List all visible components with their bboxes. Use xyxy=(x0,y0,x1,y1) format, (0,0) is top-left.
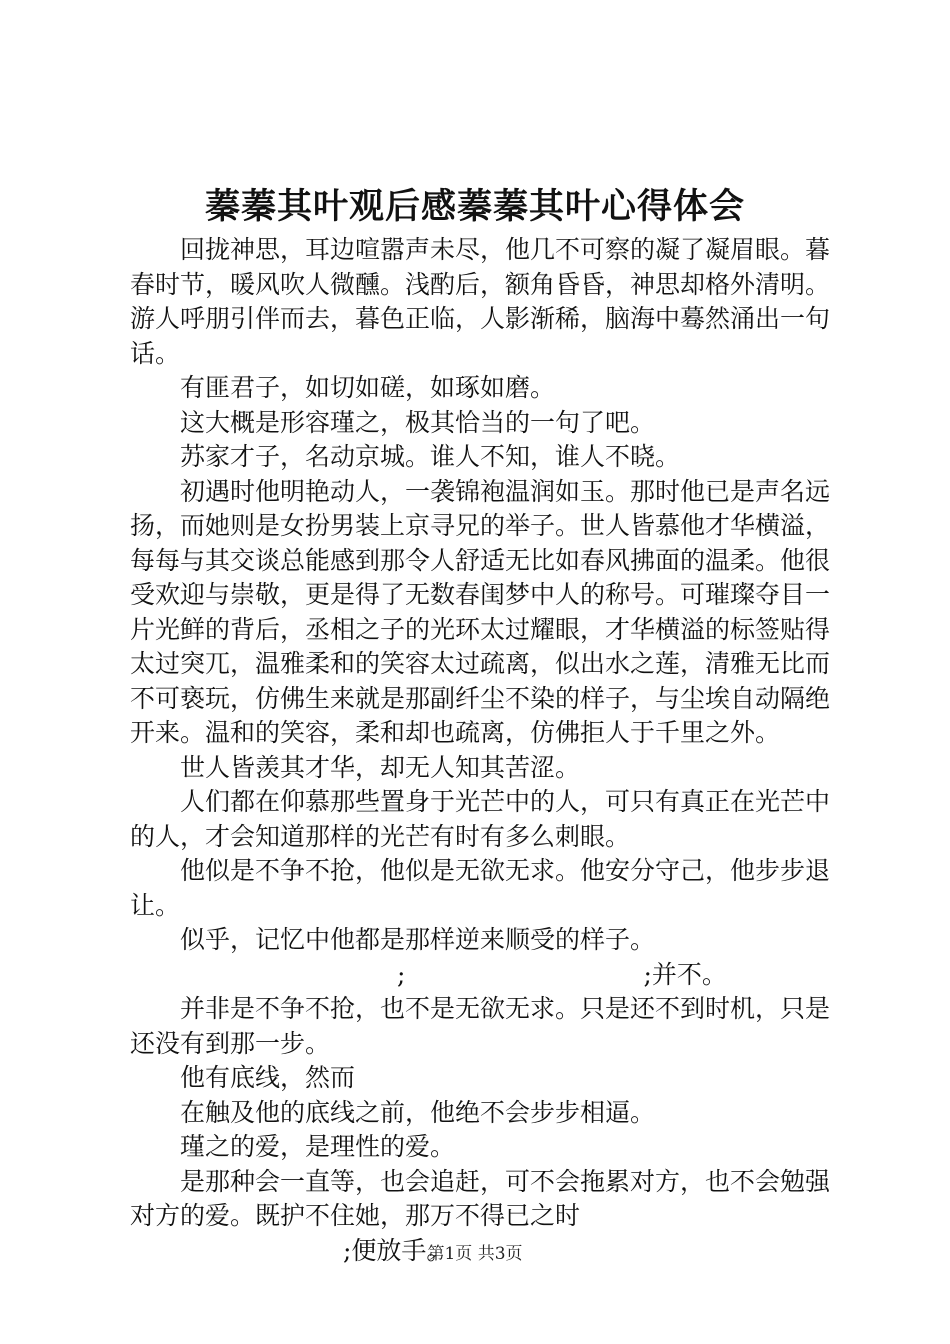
document-title: 蓁蓁其叶观后感蓁蓁其叶心得体会 xyxy=(204,186,745,227)
fragment-text: ;便放手。 xyxy=(343,1235,452,1265)
paragraph: 他似是不争不抢，他似是无欲无求。他安分守己，他步步退让。 xyxy=(130,856,831,920)
paragraph: 有匪君子，如切如磋，如琢如磨。 xyxy=(180,373,556,402)
paragraph: 并非是不争不抢，也不是无欲无求。只是还不到时机，只是还没有到那一步。 xyxy=(130,994,831,1058)
document-body xyxy=(130,233,830,1268)
fragment-text: ;并不。 xyxy=(643,959,727,989)
page-footer: 第1页 共3页 xyxy=(427,1244,523,1264)
paragraph: 回拢神思，耳边喧嚣声未尽，他几不可察的凝了凝眉眼。暮春时节，暖风吹人微醺。浅酌后，额角昏昏，神思却格外清明。游人呼朋引伴而去，暮色正临，人影渐稀，脑海中蓦然涌出一句话。 xyxy=(130,235,831,368)
fragment-text: ; xyxy=(397,959,406,989)
fragment-line xyxy=(130,958,830,993)
paragraph: 是那种会一直等，也会追赶，可不会拖累对方，也不会勉强对方的爱。既护不住她，那万不得已之时 xyxy=(130,1166,831,1230)
paragraph: 瑾之的爱，是理性的爱。 xyxy=(180,1132,456,1161)
paragraph: 他有底线，然而 xyxy=(180,1063,356,1092)
paragraph: 初遇时他明艳动人，一袭锦袍温润如玉。那时他已是声名远扬，而她则是女扮男装上京寻兄的举子。世人皆慕他才华横溢，每每与其交谈总能感到那令人舒适无比如春风拂面的温柔。他很受欢迎与崇敬，更是得了无数春闺梦中人的称号。可璀璨夺目一片光鲜的背后，丞相之子的光环太过耀眼，才华横溢的标签贴得太过突兀，温雅柔和的笑容太过疏离，似出水之莲，清雅无比而不可亵玩，仿佛生来就是那副纤尘不染的样子，与尘埃自动隔绝开来。温和的笑容，柔和却也疏离，仿佛拒人于千里之外。 xyxy=(130,476,831,747)
paragraph: 似乎，记忆中他都是那样逆来顺受的样子。 xyxy=(180,925,656,954)
paragraph: 这大概是形容瑾之，极其恰当的一句了吧。 xyxy=(180,407,656,437)
paragraph: 人们都在仰慕那些置身于光芒中的人，可只有真正在光芒中的人，才会知道那样的光芒有时有多么刺眼。 xyxy=(130,787,831,851)
paragraph: 在触及他的底线之前，他绝不会步步相逼。 xyxy=(180,1097,656,1127)
paragraph: 世人皆羡其才华，却无人知其苦涩。 xyxy=(180,752,581,782)
paragraph: 苏家才子，名动京城。谁人不知，谁人不晓。 xyxy=(180,442,681,471)
